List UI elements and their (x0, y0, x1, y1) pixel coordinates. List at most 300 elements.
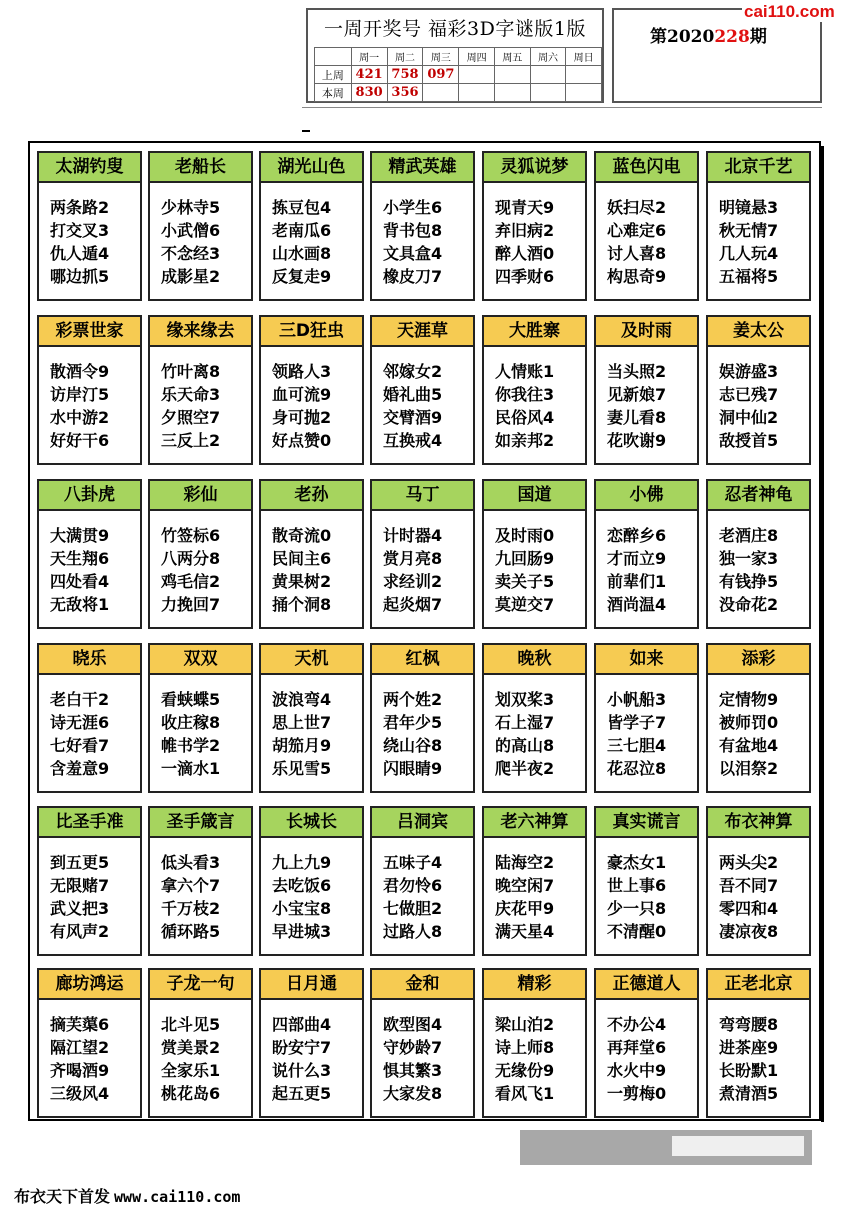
riddle-list (372, 183, 473, 288)
issue-number: 228 (714, 27, 750, 47)
riddle-line: 过路人8 (383, 922, 443, 941)
result-number: 758 (387, 66, 423, 84)
riddle-line: 血可流9 (272, 385, 332, 404)
result-number (459, 84, 495, 102)
day-label: 周六 (530, 48, 566, 66)
riddle-line: 划双桨3 (495, 690, 555, 709)
card-title: 双双 (150, 645, 251, 675)
riddle-list (708, 838, 809, 943)
riddle-card (370, 151, 475, 301)
riddle-line: 石上湿7 (495, 713, 555, 732)
issue-label: 第2020228期 (650, 27, 767, 47)
riddle-list (708, 675, 809, 780)
riddle-line: 几人玩4 (719, 244, 779, 263)
riddle-line: 背书包8 (383, 221, 443, 240)
riddle-list (261, 838, 362, 943)
card-title: 太湖钓叟 (39, 153, 140, 183)
riddle-line: 皆学子7 (607, 713, 667, 732)
riddle-line: 千万枝2 (161, 899, 221, 918)
riddle-list (372, 511, 473, 616)
card-title: 八卦虎 (39, 481, 140, 511)
result-number: 097 (423, 66, 459, 84)
riddle-list (484, 183, 585, 288)
riddle-line: 黄果树2 (272, 572, 332, 591)
riddle-card (594, 151, 699, 301)
riddle-line: 构思奇9 (607, 267, 667, 286)
weekly-results-table (314, 47, 602, 102)
riddle-list (484, 511, 585, 616)
riddle-line: 前辈们1 (607, 572, 667, 591)
result-number (494, 84, 530, 102)
riddle-line: 两条路2 (50, 198, 110, 217)
riddle-list (596, 183, 697, 288)
card-title: 忍者神龟 (708, 481, 809, 511)
riddle-card (370, 643, 475, 793)
riddle-line: 收庄稼8 (161, 713, 221, 732)
riddle-line: 交臂酒9 (383, 408, 443, 427)
riddle-line: 志已残7 (719, 385, 779, 404)
result-number (530, 84, 566, 102)
footer-url[interactable]: www.cai110.com (114, 1188, 241, 1206)
card-title: 晚秋 (484, 645, 585, 675)
riddle-line: 山水画8 (272, 244, 332, 263)
this-week-row (315, 84, 602, 102)
riddle-line: 当头照2 (607, 362, 667, 381)
card-title: 大胜寨 (484, 317, 585, 347)
riddle-line: 妻儿看8 (607, 408, 667, 427)
riddle-line: 两个姓2 (383, 690, 443, 709)
riddle-line: 诗上师8 (495, 1038, 555, 1057)
result-number: 830 (351, 84, 387, 102)
riddle-line: 仇人遁4 (50, 244, 110, 263)
frame-shadow (821, 146, 824, 1122)
riddle-card (370, 479, 475, 629)
riddle-line: 夕照空7 (161, 408, 221, 427)
riddle-list (39, 347, 140, 452)
riddle-line: 起五更5 (272, 1084, 332, 1103)
issue-box (612, 8, 822, 103)
riddle-line: 煮清酒5 (719, 1084, 779, 1103)
riddle-line: 好好干6 (50, 431, 110, 450)
card-title: 吕洞宾 (372, 808, 473, 838)
riddle-line: 如亲邦2 (495, 431, 555, 450)
riddle-line: 少一只8 (607, 899, 667, 918)
riddle-list (39, 183, 140, 288)
riddle-list (150, 511, 251, 616)
riddle-line: 满天星4 (495, 922, 555, 941)
riddle-card (37, 479, 142, 629)
result-number (423, 84, 459, 102)
riddle-line: 惧其繁3 (383, 1061, 443, 1080)
card-title: 正德道人 (596, 970, 697, 1000)
riddle-card (594, 806, 699, 956)
weekday-row (315, 48, 602, 66)
riddle-line: 小宝宝8 (272, 899, 332, 918)
card-title: 晓乐 (39, 645, 140, 675)
card-title: 老孙 (261, 481, 362, 511)
riddle-line: 诗无涯6 (50, 713, 110, 732)
riddle-line: 妖扫尽2 (607, 198, 667, 217)
card-title: 小佛 (596, 481, 697, 511)
riddle-line: 赏美景2 (161, 1038, 221, 1057)
riddle-line: 领路人3 (272, 362, 332, 381)
riddle-line: 弯弯腰8 (719, 1015, 779, 1034)
card-title: 三D狂虫 (261, 317, 362, 347)
day-label: 周四 (459, 48, 495, 66)
riddle-line: 桃花岛6 (161, 1084, 221, 1103)
card-title: 北京千艺 (708, 153, 809, 183)
riddle-line: 隔江望2 (50, 1038, 110, 1057)
riddle-card (148, 315, 253, 465)
riddle-list (484, 675, 585, 780)
day-label: 周二 (387, 48, 423, 66)
riddle-card (706, 968, 811, 1118)
riddle-card (482, 151, 587, 301)
riddle-line: 七做胆2 (383, 899, 443, 918)
riddle-line: 人情账1 (495, 362, 555, 381)
result-number: 356 (387, 84, 423, 102)
riddle-line: 齐喝酒9 (50, 1061, 110, 1080)
riddle-line: 五福将5 (719, 267, 779, 286)
riddle-line: 小学生6 (383, 198, 443, 217)
last-week-label: 上周 (315, 66, 352, 84)
riddle-card (148, 479, 253, 629)
riddle-line: 邻嫁女2 (383, 362, 443, 381)
riddle-line: 酒尚温4 (607, 595, 667, 614)
card-title: 精武英雄 (372, 153, 473, 183)
result-number (566, 84, 602, 102)
riddle-line: 看风飞1 (495, 1084, 555, 1103)
riddle-line: 弃旧病2 (495, 221, 555, 240)
riddle-line: 不念经3 (161, 244, 221, 263)
riddle-line: 梁山泊2 (495, 1015, 555, 1034)
divider (302, 130, 310, 132)
riddle-card (706, 479, 811, 629)
riddle-list (596, 1000, 697, 1105)
card-title: 日月通 (261, 970, 362, 1000)
riddle-card (148, 968, 253, 1118)
riddle-card (706, 806, 811, 956)
riddle-line: 豪杰女1 (607, 853, 667, 872)
riddle-line: 捅个洞8 (272, 595, 332, 614)
riddle-card (37, 315, 142, 465)
riddle-line: 才而立9 (607, 549, 667, 568)
riddle-line: 长盼默1 (719, 1061, 779, 1080)
riddle-line: 摘芙蕖6 (50, 1015, 110, 1034)
riddle-line: 小帆船3 (607, 690, 667, 709)
riddle-line: 身可抛2 (272, 408, 332, 427)
riddle-card (594, 643, 699, 793)
this-week-label: 本周 (315, 84, 352, 102)
riddle-line: 不清醒0 (607, 922, 667, 941)
riddle-line: 乐天命3 (161, 385, 221, 404)
result-number (566, 66, 602, 84)
riddle-line: 君勿怜6 (383, 876, 443, 895)
riddle-card (482, 968, 587, 1118)
riddle-line: 早进城3 (272, 922, 332, 941)
riddle-list (261, 183, 362, 288)
riddle-line: 闪眼睛9 (383, 759, 443, 778)
riddle-line: 互换戒4 (383, 431, 443, 450)
riddle-line: 庆花甲9 (495, 899, 555, 918)
card-title: 天机 (261, 645, 362, 675)
riddle-list (150, 838, 251, 943)
card-title: 马丁 (372, 481, 473, 511)
riddle-line: 你我往3 (495, 385, 555, 404)
riddle-line: 三反上2 (161, 431, 221, 450)
riddle-line: 有盆地4 (719, 736, 779, 755)
riddle-line: 晚空闲7 (495, 876, 555, 895)
riddle-list (484, 347, 585, 452)
riddle-line: 四部曲4 (272, 1015, 332, 1034)
riddle-line: 七好看7 (50, 736, 110, 755)
riddle-line: 到五更5 (50, 853, 110, 872)
riddle-line: 哪边抓5 (50, 267, 110, 286)
riddle-line: 花忍泣8 (607, 759, 667, 778)
riddle-line: 循环路5 (161, 922, 221, 941)
riddle-line: 胡笳月9 (272, 736, 332, 755)
card-title: 比圣手准 (39, 808, 140, 838)
riddle-card (259, 151, 364, 301)
riddle-line: 含羞意9 (50, 759, 110, 778)
riddle-line: 一剪梅0 (607, 1084, 667, 1103)
day-label: 周五 (494, 48, 530, 66)
riddle-list (708, 1000, 809, 1105)
card-title: 彩票世家 (39, 317, 140, 347)
riddle-line: 花吹谢9 (607, 431, 667, 450)
riddle-card (370, 968, 475, 1118)
result-number: 421 (351, 66, 387, 84)
riddle-line: 守妙龄7 (383, 1038, 443, 1057)
riddle-line: 起炎烟7 (383, 595, 443, 614)
riddle-line: 四季财6 (495, 267, 555, 286)
riddle-card (259, 315, 364, 465)
riddle-line: 水中游2 (50, 408, 110, 427)
riddle-line: 以泪祭2 (719, 759, 779, 778)
riddle-list (596, 511, 697, 616)
riddle-line: 老南瓜6 (272, 221, 332, 240)
riddle-line: 好点赞0 (272, 431, 332, 450)
card-title: 蓝色闪电 (596, 153, 697, 183)
riddle-line: 大家发8 (383, 1084, 443, 1103)
card-title: 天涯草 (372, 317, 473, 347)
riddle-line: 无缘份9 (495, 1061, 555, 1080)
riddle-card (37, 968, 142, 1118)
riddle-line: 婚礼曲5 (383, 385, 443, 404)
card-title: 老六神算 (484, 808, 585, 838)
riddle-line: 竹签标6 (161, 526, 221, 545)
riddle-line: 敌授首5 (719, 431, 779, 450)
riddle-line: 两头尖2 (719, 853, 779, 872)
riddle-card (370, 806, 475, 956)
riddle-card (706, 151, 811, 301)
riddle-card (148, 643, 253, 793)
riddle-list (708, 347, 809, 452)
riddle-line: 竹叶离8 (161, 362, 221, 381)
card-title: 圣手箴言 (150, 808, 251, 838)
riddle-line: 大满贯9 (50, 526, 110, 545)
riddle-line: 见新娘7 (607, 385, 667, 404)
riddle-list (39, 675, 140, 780)
riddle-line: 武义把3 (50, 899, 110, 918)
riddle-line: 再拜堂6 (607, 1038, 667, 1057)
riddle-list (150, 183, 251, 288)
riddle-line: 心难定6 (607, 221, 667, 240)
riddle-line: 文具盒4 (383, 244, 443, 263)
riddle-line: 洞中仙2 (719, 408, 779, 427)
card-title: 老船长 (150, 153, 251, 183)
result-number (530, 66, 566, 84)
card-title: 彩仙 (150, 481, 251, 511)
day-label: 周一 (351, 48, 387, 66)
result-number (494, 66, 530, 84)
riddle-line: 北斗见5 (161, 1015, 221, 1034)
riddle-list (596, 838, 697, 943)
riddle-line: 打交叉3 (50, 221, 110, 240)
riddle-list (372, 838, 473, 943)
riddle-list (372, 347, 473, 452)
riddle-card (706, 315, 811, 465)
riddle-card (148, 151, 253, 301)
riddle-line: 现青天9 (495, 198, 555, 217)
card-title: 国道 (484, 481, 585, 511)
riddle-card (594, 968, 699, 1118)
last-week-row (315, 66, 602, 84)
riddle-line: 思上世7 (272, 713, 332, 732)
riddle-line: 定情物9 (719, 690, 779, 709)
riddle-line: 零四和4 (719, 899, 779, 918)
riddle-card (594, 315, 699, 465)
result-number (459, 66, 495, 84)
riddle-line: 无敌将1 (50, 595, 110, 614)
riddle-line: 三七胆4 (607, 736, 667, 755)
riddle-line: 独一家3 (719, 549, 779, 568)
card-title: 金和 (372, 970, 473, 1000)
riddle-line: 欧型图4 (383, 1015, 443, 1034)
riddle-line: 有风声2 (50, 922, 110, 941)
riddle-card (259, 479, 364, 629)
riddle-line: 低头看3 (161, 853, 221, 872)
riddle-line: 说什么3 (272, 1061, 332, 1080)
riddle-line: 及时雨0 (495, 526, 555, 545)
riddle-line: 的高山8 (495, 736, 555, 755)
riddle-list (39, 838, 140, 943)
riddle-list (261, 1000, 362, 1105)
card-title: 湖光山色 (261, 153, 362, 183)
riddle-list (39, 511, 140, 616)
riddle-line: 四处看4 (50, 572, 110, 591)
riddle-card (594, 479, 699, 629)
riddle-card (37, 643, 142, 793)
riddle-list (261, 675, 362, 780)
riddle-line: 九上九9 (272, 853, 332, 872)
riddle-list (708, 183, 809, 288)
riddle-card (37, 151, 142, 301)
riddle-line: 世上事6 (607, 876, 667, 895)
riddle-line: 三级风4 (50, 1084, 110, 1103)
riddle-line: 小武僧6 (161, 221, 221, 240)
card-title: 正老北京 (708, 970, 809, 1000)
riddle-line: 九回肠9 (495, 549, 555, 568)
riddle-line: 求经训2 (383, 572, 443, 591)
card-title: 真实谎言 (596, 808, 697, 838)
riddle-line: 吾不同7 (719, 876, 779, 895)
riddle-card (37, 806, 142, 956)
riddle-line: 盼安宁7 (272, 1038, 332, 1057)
riddle-card (370, 315, 475, 465)
riddle-list (708, 511, 809, 616)
riddle-line: 天生翔6 (50, 549, 110, 568)
riddle-line: 访岸汀5 (50, 385, 110, 404)
riddle-line: 拣豆包4 (272, 198, 332, 217)
divider (302, 107, 822, 108)
riddle-line: 少林寺5 (161, 198, 221, 217)
riddle-line: 绕山谷8 (383, 736, 443, 755)
riddle-card (482, 806, 587, 956)
riddle-card (259, 806, 364, 956)
riddle-list (596, 347, 697, 452)
riddle-line: 帷书学2 (161, 736, 221, 755)
day-label: 周三 (423, 48, 459, 66)
riddle-line: 君年少5 (383, 713, 443, 732)
card-title: 灵狐说梦 (484, 153, 585, 183)
riddle-line: 乐见雪5 (272, 759, 332, 778)
riddle-line: 不办公4 (607, 1015, 667, 1034)
riddle-line: 陆海空2 (495, 853, 555, 872)
riddle-line: 拿六个7 (161, 876, 221, 895)
riddle-list (39, 1000, 140, 1105)
riddle-line: 讨人喜8 (607, 244, 667, 263)
footer-text: 布衣天下首发 (14, 1187, 111, 1206)
riddle-line: 秋无情7 (719, 221, 779, 240)
riddle-list (596, 675, 697, 780)
riddle-line: 水火中9 (607, 1061, 667, 1080)
riddle-line: 民俗风4 (495, 408, 555, 427)
card-title: 精彩 (484, 970, 585, 1000)
riddle-line: 波浪弯4 (272, 690, 332, 709)
weekly-results-title: 一周开奖号 福彩3D字谜版1版 (324, 18, 586, 40)
riddle-line: 赏月亮8 (383, 549, 443, 568)
riddle-line: 凄凉夜8 (719, 922, 779, 941)
riddle-line: 被师罚0 (719, 713, 779, 732)
riddle-line: 醉人酒0 (495, 244, 555, 263)
card-title: 添彩 (708, 645, 809, 675)
riddle-card (482, 315, 587, 465)
footer-grey-inner (672, 1136, 804, 1156)
riddle-line: 计时器4 (383, 526, 443, 545)
riddle-line: 成影星2 (161, 267, 221, 286)
riddle-card (706, 643, 811, 793)
riddle-card (148, 806, 253, 956)
site-logo[interactable]: cai110.com (744, 2, 835, 21)
card-title: 姜太公 (708, 317, 809, 347)
riddle-line: 力挽回7 (161, 595, 221, 614)
riddle-line: 莫逆交7 (495, 595, 555, 614)
riddle-line: 橡皮刀7 (383, 267, 443, 286)
riddle-card (259, 968, 364, 1118)
riddle-line: 散奇流0 (272, 526, 332, 545)
riddle-line: 恋醉乡6 (607, 526, 667, 545)
riddle-list (261, 347, 362, 452)
riddle-line: 反复走9 (272, 267, 332, 286)
riddle-line: 去吃饭6 (272, 876, 332, 895)
riddle-line: 有钱挣5 (719, 572, 779, 591)
riddle-line: 看蛱蝶5 (161, 690, 221, 709)
riddle-line: 八两分8 (161, 549, 221, 568)
riddle-line: 一滴水1 (161, 759, 221, 778)
riddle-line: 老白干2 (50, 690, 110, 709)
riddle-card (259, 643, 364, 793)
